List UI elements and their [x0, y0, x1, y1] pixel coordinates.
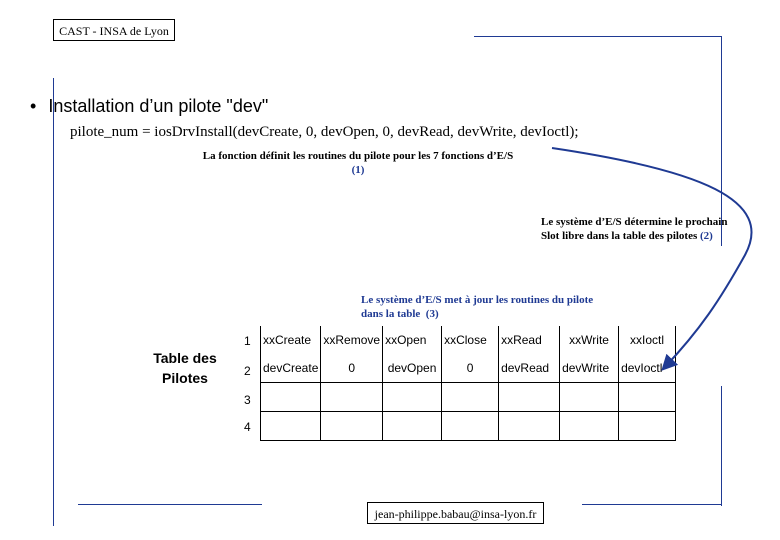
table-cell: xxRemove [321, 326, 383, 354]
table-cell: xxCreate [261, 326, 321, 354]
footer-email: jean-philippe.babau@insa-lyon.fr [367, 502, 544, 524]
table-cell: xxRead [499, 326, 560, 354]
row-number-1: 1 [244, 334, 251, 348]
table-cell: 0 [321, 354, 383, 383]
note-2-line2: Slot libre dans la table des pilotes [541, 230, 698, 242]
table-cell: xxIoctl [619, 326, 676, 354]
note-3-line1: Le système d’E/S met à jour les routines du pilote [361, 294, 594, 306]
table-cell: devOpen [383, 354, 442, 383]
arrow-path [552, 148, 752, 368]
note-3-ref: (3) [425, 308, 439, 320]
table-title-line2: Pilotes [162, 370, 208, 386]
table-cell: devWrite [560, 354, 619, 383]
row-number-2: 2 [244, 364, 251, 378]
bullet-dot: • [30, 96, 37, 116]
note-2-line1: Le système d’E/S détermine le prochain [541, 216, 728, 228]
note-1-line1: La fonction définit les routines du pilote pour les 7 fonctions d’E/S [202, 150, 514, 162]
table-cell: xxClose [442, 326, 499, 354]
note-2-ref: (2) [700, 230, 713, 242]
table-cell: devCreate [261, 354, 321, 383]
note-3-line2: dans la table [361, 308, 421, 320]
table-title-line1: Table des [153, 350, 217, 366]
note-1-ref: (1) [351, 164, 365, 176]
table-cell: devRead [499, 354, 560, 383]
table-cell: devIoctl [619, 354, 676, 383]
code-line: pilote_num = iosDrvInstall(devCreate, 0, devOpen, 0, devRead, devWrite, devIoctl); [70, 124, 579, 140]
table-cell: xxOpen [383, 326, 442, 354]
table-cell: 0 [442, 354, 499, 383]
bullet-text: Installation d’un pilote "dev" [48, 96, 269, 116]
row-number-3: 3 [244, 393, 251, 407]
table-cell: xxWrite [560, 326, 619, 354]
row-number-4: 4 [244, 420, 251, 434]
header-label: CAST - INSA de Lyon [53, 19, 175, 41]
